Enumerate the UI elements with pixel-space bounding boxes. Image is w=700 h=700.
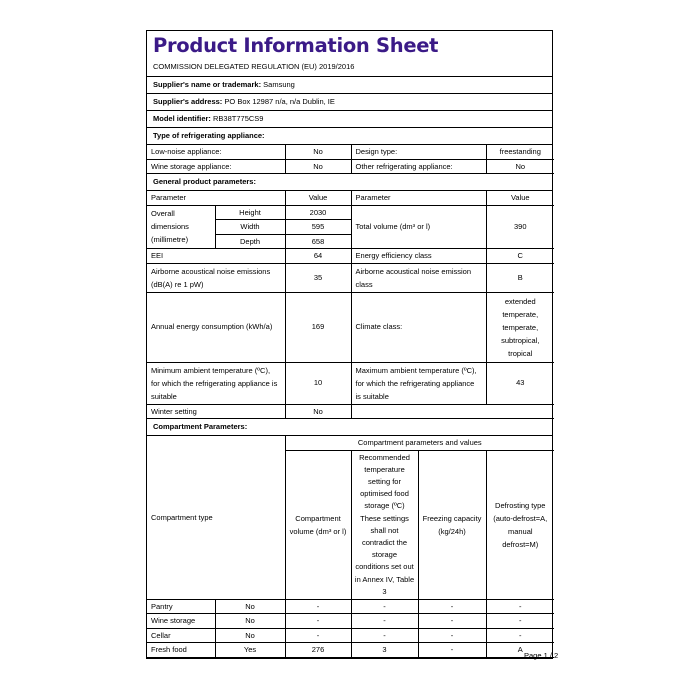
general-heading-row xyxy=(147,174,552,191)
width-label: Width xyxy=(215,220,285,235)
compartment-name: Cellar xyxy=(147,628,215,643)
type-label: Low-noise appliance: xyxy=(147,145,285,159)
compartment-defrost: - xyxy=(486,628,554,643)
supplier-address-row xyxy=(147,94,552,111)
compartment-volume: - xyxy=(285,614,351,629)
page-number: Page 1 / 2 xyxy=(524,651,559,660)
supplier-address-value: PO Box 12987 n/a, n/a Dublin, IE xyxy=(224,97,335,106)
max-temp-label: Maximum ambient temperature (ºC), for which the refrigerating appliance is suitable xyxy=(351,362,486,404)
dimensions-label: Overall dimensions (millimetre) xyxy=(147,205,215,249)
table-row xyxy=(147,628,554,643)
table-row xyxy=(147,249,554,264)
table-row xyxy=(147,404,554,419)
depth-value: 658 xyxy=(285,234,351,249)
general-parameters-table xyxy=(147,191,554,419)
table-row xyxy=(147,205,554,220)
compartment-name: Fresh food xyxy=(147,643,215,658)
energy-consumption-label: Annual energy consumption (kWh/a) xyxy=(147,292,285,362)
eei-label: EEI xyxy=(147,249,285,264)
table-row xyxy=(147,599,554,614)
noise-class-value: B xyxy=(486,263,554,292)
compartment-freezing: - xyxy=(418,614,486,629)
defrosting-type-header: Defrosting type (auto-defrost=A, manual defrost=M) xyxy=(486,450,554,599)
compartment-freezing: - xyxy=(418,628,486,643)
height-value: 2030 xyxy=(285,205,351,220)
regulation-subtitle: COMMISSION DELEGATED REGULATION (EU) 2019/2016 xyxy=(147,58,552,77)
general-heading: General product parameters: xyxy=(153,177,256,186)
compartment-temp: - xyxy=(351,614,418,629)
compartment-defrost: - xyxy=(486,614,554,629)
model-identifier-row xyxy=(147,111,552,128)
type-value: No xyxy=(486,159,554,174)
climate-class-label: Climate class: xyxy=(351,292,486,362)
table-row xyxy=(147,159,554,174)
column-header: Value xyxy=(285,191,351,205)
min-temp-label: Minimum ambient temperature (ºC), for which the refrigerating appliance is suitable xyxy=(147,362,285,404)
winter-setting-value: No xyxy=(285,404,351,419)
compartment-name: Wine storage xyxy=(147,614,215,629)
type-label: Wine storage appliance: xyxy=(147,159,285,174)
empty-cell xyxy=(351,404,554,419)
compartment-volume: - xyxy=(285,628,351,643)
compartment-present: No xyxy=(215,614,285,629)
compartment-freezing: - xyxy=(418,643,486,658)
compartment-name: Pantry xyxy=(147,599,215,614)
column-header: Value xyxy=(486,191,554,205)
compartment-freezing: - xyxy=(418,599,486,614)
energy-consumption-value: 169 xyxy=(285,292,351,362)
type-heading-row xyxy=(147,128,552,145)
compartment-table xyxy=(147,436,554,658)
supplier-address-label: Supplier's address: xyxy=(153,97,223,106)
noise-label: Airborne acoustical noise emissions (dB(A) re 1 pW) xyxy=(147,263,285,292)
freezing-capacity-header: Freezing capacity (kg/24h) xyxy=(418,450,486,599)
compartment-volume: - xyxy=(285,599,351,614)
model-identifier-label: Model identifier: xyxy=(153,114,211,123)
compartment-temp: - xyxy=(351,599,418,614)
winter-setting-label: Winter setting xyxy=(147,404,285,419)
depth-label: Depth xyxy=(215,234,285,249)
table-row xyxy=(147,263,554,292)
compartment-defrost: A xyxy=(486,643,554,658)
column-header: Parameter xyxy=(351,191,486,205)
page-title: Product Information Sheet xyxy=(153,34,439,57)
compartment-present: No xyxy=(215,628,285,643)
model-identifier-value: RB38T775CS9 xyxy=(213,114,264,123)
height-label: Height xyxy=(215,205,285,220)
type-value: freestanding xyxy=(486,145,554,159)
compartment-volume: 276 xyxy=(285,643,351,658)
table-row xyxy=(147,614,554,629)
compartment-temp: 3 xyxy=(351,643,418,658)
table-row xyxy=(147,362,554,404)
table-row xyxy=(147,145,554,159)
energy-class-value: C xyxy=(486,249,554,264)
table-row xyxy=(147,292,554,362)
noise-value: 35 xyxy=(285,263,351,292)
supplier-name-value: Samsung xyxy=(263,80,295,89)
compartment-heading: Compartment Parameters: xyxy=(153,422,248,431)
compartment-group-header: Compartment parameters and values xyxy=(285,436,554,450)
table-row xyxy=(147,643,554,658)
max-temp-value: 43 xyxy=(486,362,554,404)
width-value: 595 xyxy=(285,220,351,235)
product-information-sheet xyxy=(146,30,553,659)
type-value: No xyxy=(285,145,351,159)
compartment-present: No xyxy=(215,599,285,614)
compartment-heading-row xyxy=(147,419,552,436)
eei-value: 64 xyxy=(285,249,351,264)
type-heading: Type of refrigerating appliance: xyxy=(153,131,265,140)
compartment-type-header: Compartment type xyxy=(147,436,285,599)
supplier-name-row xyxy=(147,77,552,94)
energy-class-label: Energy efficiency class xyxy=(351,249,486,264)
table-header-row xyxy=(147,191,554,205)
supplier-name-label: Supplier's name or trademark: xyxy=(153,80,262,89)
compartment-temp: - xyxy=(351,628,418,643)
type-value: No xyxy=(285,159,351,174)
type-label: Other refrigerating appliance: xyxy=(351,159,486,174)
noise-class-label: Airborne acoustical noise emission class xyxy=(351,263,486,292)
type-label: Design type: xyxy=(351,145,486,159)
compartment-defrost: - xyxy=(486,599,554,614)
compartment-volume-header: Compartment volume (dm³ or l) xyxy=(285,450,351,599)
recommended-temp-header: Recommended temperature setting for optimised food storage (ºC) These settings shall not contradict the storage conditions set out in Annex IV, Table 3 xyxy=(351,450,418,599)
total-volume-value: 390 xyxy=(486,205,554,249)
table-header-row xyxy=(147,436,554,450)
column-header: Parameter xyxy=(147,191,285,205)
climate-class-value: extended temperate, temperate, subtropical, tropical xyxy=(486,292,554,362)
compartment-present: Yes xyxy=(215,643,285,658)
total-volume-label: Total volume (dm³ or l) xyxy=(351,205,486,249)
min-temp-value: 10 xyxy=(285,362,351,404)
type-table xyxy=(147,145,554,174)
